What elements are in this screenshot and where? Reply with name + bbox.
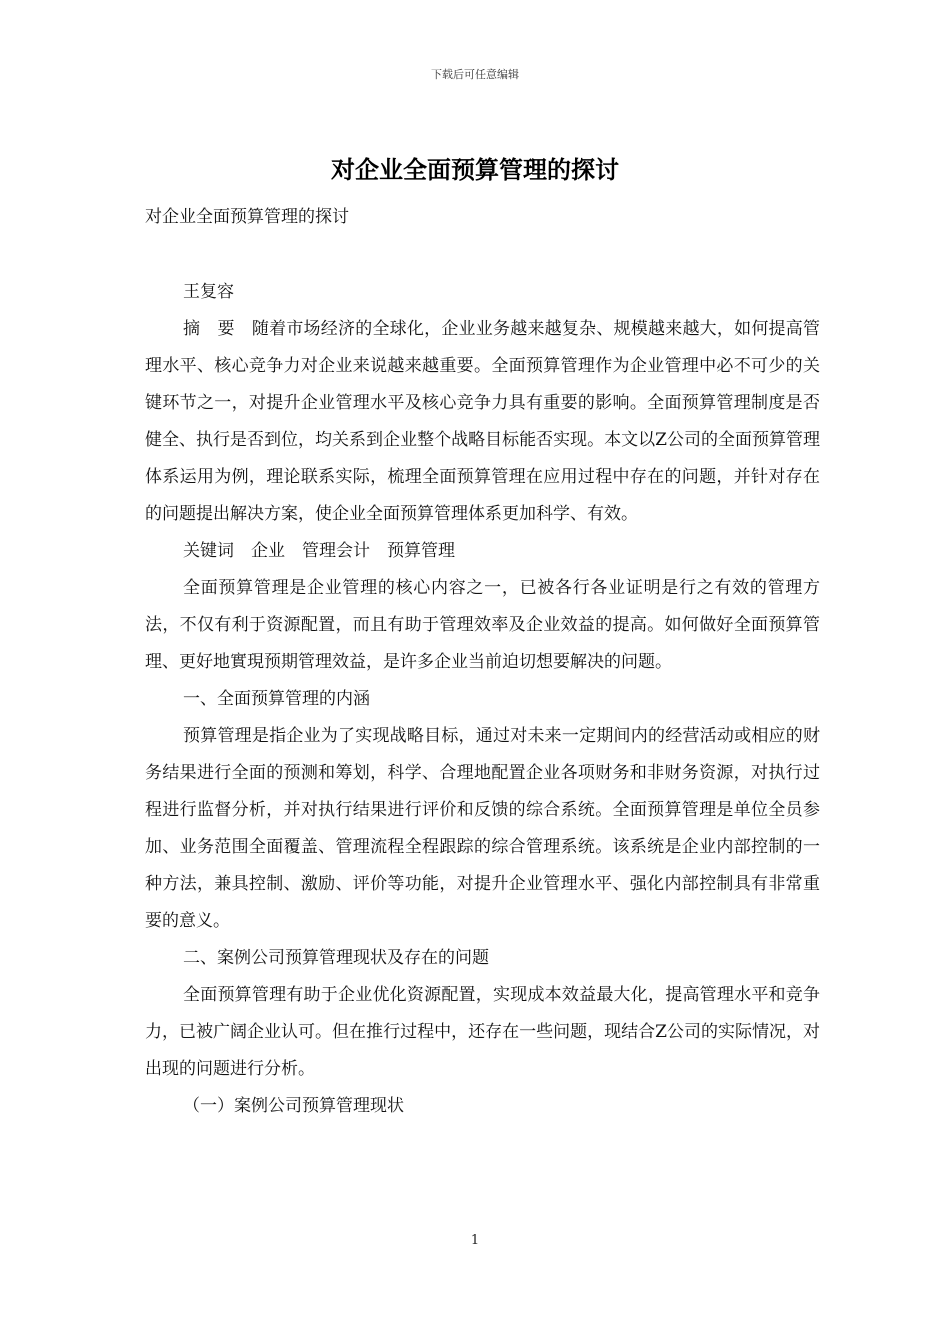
section-2-paragraph: 全面预算管理有助于企业优化资源配置，实现成本效益最大化，提高管理水平和竞争力，已被广阔企业认可。但在推行过程中，还存在一些问题，现结合Z公司的实际情况，对出现的问题进行分析。 <box>145 985 820 1079</box>
intro-paragraph: 全面预算管理是企业管理的核心内容之一，已被各行各业证明是行之有效的管理方法，不仅有利于资源配置，而且有助于管理效率及企业效益的提高。如何做好全面预算管理、更好地實現预期管理效益，是许多企业当前迫切想要解决的问题。 <box>145 578 820 672</box>
section-2-heading: 二、案例公司预算管理现状及存在的问题 <box>183 948 489 968</box>
author-name: 王复容 <box>183 282 234 302</box>
blank-line <box>145 236 820 274</box>
document-body <box>145 199 820 1125</box>
subsection-1-heading: （一）案例公司预算管理现状 <box>183 1096 404 1116</box>
document-subtitle: 对企业全面预算管理的探讨 <box>145 207 349 227</box>
document-title: 对企业全面预算管理的探讨 <box>331 156 619 184</box>
section-1-heading: 一、全面预算管理的内涵 <box>183 689 370 709</box>
keywords-line: 关键词 企业 管理会计 预算管理 <box>183 541 455 561</box>
abstract-paragraph: 摘 要 随着市场经济的全球化，企业业务越来越复杂、规模越来越大，如何提高管理水平、核心竞争力对企业来说越来越重要。全面预算管理作为企业管理中必不可少的关键环节之一，对提升企业管理水平及核心竞争力具有重要的影响。全面预算管理制度是否健全、执行是否到位，均关系到企业整个战略目标能否实现。本文以Z公司的全面预算管理体系运用为例，理论联系实际，梳理全面预算管理在应用过程中存在的问题，并针对存在的问题提出解决方案，使企业全面预算管理体系更加科学、有效。 <box>145 319 820 524</box>
page-number: 1 <box>470 1233 480 1248</box>
section-1-paragraph: 预算管理是指企业为了实现战略目标，通过对未来一定期间内的经营活动或相应的财务结果进行全面的预测和筹划，科学、合理地配置企业各项财务和非财务资源，对执行过程进行监督分析，并对执行结果进行评价和反馈的综合系统。全面预算管理是单位全员参加、业务范围全面覆盖、管理流程全程跟踪的综合管理系统。该系统是企业内部控制的一种方法，兼具控制、激励、评价等功能，对提升企业管理水平、强化内部控制具有非常重要的意义。 <box>145 726 820 931</box>
header-note: 下载后可任意编辑 <box>431 68 519 81</box>
